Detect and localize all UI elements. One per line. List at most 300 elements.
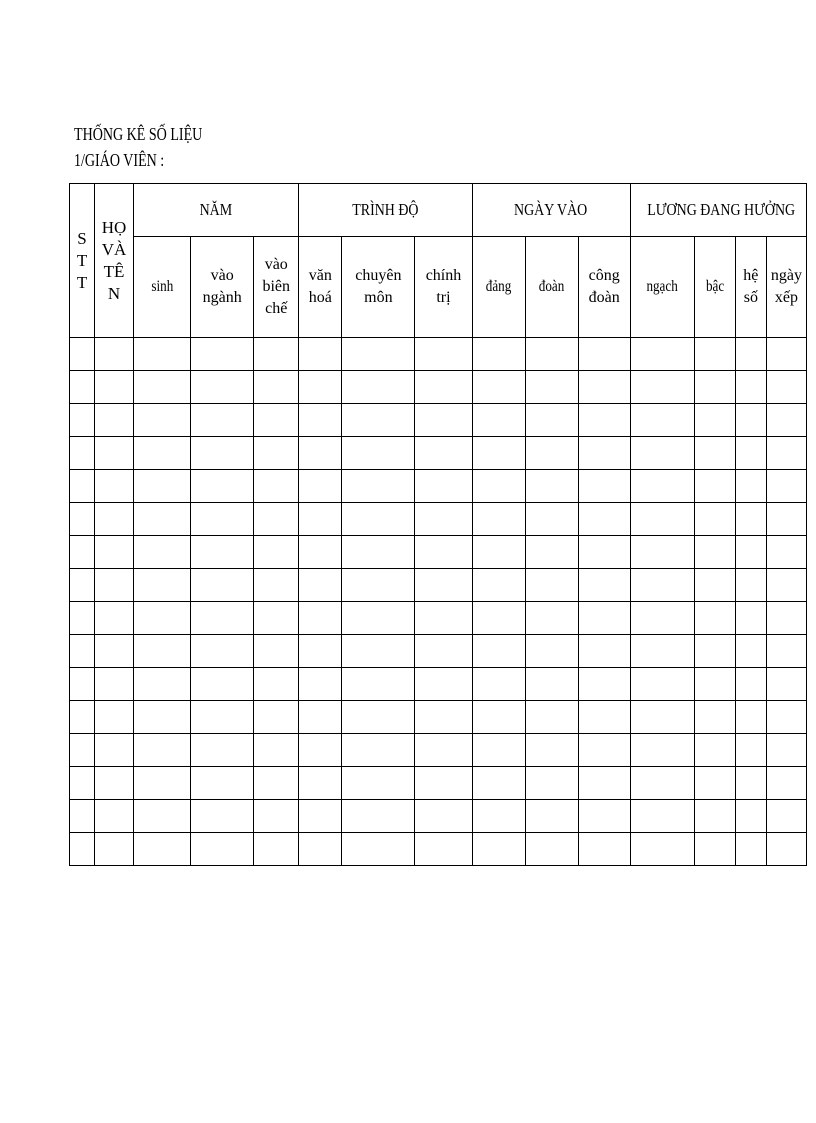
table-cell[interactable] <box>415 635 472 668</box>
table-cell[interactable] <box>766 404 806 437</box>
header-dang-label: đảng <box>485 278 512 295</box>
table-cell[interactable] <box>254 371 299 404</box>
table-cell[interactable] <box>694 701 735 734</box>
header-van-hoa-line: văn <box>308 267 332 284</box>
table-cell[interactable] <box>415 536 472 569</box>
table-cell[interactable] <box>191 602 254 635</box>
table-cell[interactable] <box>95 569 134 602</box>
table-cell[interactable] <box>766 701 806 734</box>
table-cell[interactable] <box>766 470 806 503</box>
table-cell[interactable] <box>472 470 525 503</box>
header-chuyen-mon-line: môn <box>364 289 393 306</box>
table-cell[interactable] <box>70 338 95 371</box>
header-group-trinh-do-label: TRÌNH ĐỘ <box>352 200 419 219</box>
header-van-hoa <box>299 237 342 338</box>
table-cell[interactable] <box>70 470 95 503</box>
header-chuyen-mon-line: chuyên <box>355 267 402 284</box>
table-cell[interactable] <box>472 503 525 536</box>
table-row <box>70 833 807 866</box>
table-cell[interactable] <box>472 833 525 866</box>
statistics-table <box>69 183 807 866</box>
table-cell[interactable] <box>735 371 766 404</box>
table-cell[interactable] <box>299 734 342 767</box>
table-cell[interactable] <box>630 470 694 503</box>
header-stt-line: T <box>76 250 88 270</box>
table-row <box>70 503 807 536</box>
table-cell[interactable] <box>254 734 299 767</box>
table-cell[interactable] <box>415 734 472 767</box>
table-cell[interactable] <box>254 503 299 536</box>
table-cell[interactable] <box>694 635 735 668</box>
table-row <box>70 767 807 800</box>
table-cell[interactable] <box>342 833 415 866</box>
table-cell[interactable] <box>254 668 299 701</box>
table-cell[interactable] <box>415 701 472 734</box>
table-cell[interactable] <box>134 800 191 833</box>
table-cell[interactable] <box>525 701 578 734</box>
table-cell[interactable] <box>415 470 472 503</box>
table-cell[interactable] <box>630 503 694 536</box>
table-row <box>70 701 807 734</box>
header-name-line: HỌ <box>101 217 127 237</box>
table-cell[interactable] <box>472 701 525 734</box>
table-cell[interactable] <box>578 338 630 371</box>
table-cell[interactable] <box>525 503 578 536</box>
table-cell[interactable] <box>472 437 525 470</box>
table-cell[interactable] <box>766 371 806 404</box>
table-cell[interactable] <box>735 635 766 668</box>
table-cell[interactable] <box>578 635 630 668</box>
header-name-line: N <box>107 283 121 303</box>
header-name-line: TÊ <box>103 261 125 281</box>
header-bac <box>694 237 735 338</box>
table-cell[interactable] <box>694 734 735 767</box>
table-cell[interactable] <box>70 734 95 767</box>
header-group-nam-label: NĂM <box>199 200 233 219</box>
header-vao-bien-che-line: biên <box>262 278 291 295</box>
section-subtitle: 1/GIÁO VIÊN : <box>74 150 165 170</box>
table-cell[interactable] <box>578 800 630 833</box>
table-cell[interactable] <box>342 437 415 470</box>
header-vao-bien-che-line: chế <box>265 300 288 317</box>
table-cell[interactable] <box>191 536 254 569</box>
table-cell[interactable] <box>254 767 299 800</box>
table-cell[interactable] <box>134 602 191 635</box>
table-cell[interactable] <box>630 404 694 437</box>
table-cell[interactable] <box>342 404 415 437</box>
header-van-hoa-line: hoá <box>308 289 332 306</box>
table-cell[interactable] <box>70 536 95 569</box>
table-cell[interactable] <box>735 668 766 701</box>
header-he-so <box>735 237 766 338</box>
table-cell[interactable] <box>95 338 134 371</box>
table-cell[interactable] <box>735 833 766 866</box>
table-cell[interactable] <box>299 767 342 800</box>
table-cell[interactable] <box>578 668 630 701</box>
table-cell[interactable] <box>578 437 630 470</box>
table-row <box>70 404 807 437</box>
table-cell[interactable] <box>694 668 735 701</box>
table-cell[interactable] <box>95 404 134 437</box>
table-cell[interactable] <box>630 635 694 668</box>
table-row <box>70 437 807 470</box>
table-cell[interactable] <box>299 569 342 602</box>
table-cell[interactable] <box>472 404 525 437</box>
table-cell[interactable] <box>525 635 578 668</box>
header-chinh-tri-line: chính <box>425 267 462 284</box>
table-cell[interactable] <box>694 437 735 470</box>
table-cell[interactable] <box>578 569 630 602</box>
table-row <box>70 668 807 701</box>
table-cell[interactable] <box>472 602 525 635</box>
table-cell[interactable] <box>415 338 472 371</box>
table-cell[interactable] <box>578 767 630 800</box>
header-stt-line: T <box>76 272 88 292</box>
table-cell[interactable] <box>191 404 254 437</box>
table-cell[interactable] <box>472 536 525 569</box>
table-cell[interactable] <box>735 338 766 371</box>
header-ngach-label: ngạch <box>646 278 678 295</box>
table-cell[interactable] <box>472 635 525 668</box>
table-cell[interactable] <box>578 602 630 635</box>
table-cell[interactable] <box>191 767 254 800</box>
table-cell[interactable] <box>735 602 766 635</box>
table-cell[interactable] <box>630 701 694 734</box>
header-vao-bien-che <box>254 237 299 338</box>
table-cell[interactable] <box>70 503 95 536</box>
table-cell[interactable] <box>134 470 191 503</box>
table-cell[interactable] <box>415 668 472 701</box>
table-cell[interactable] <box>694 404 735 437</box>
table-cell[interactable] <box>415 371 472 404</box>
table-cell[interactable] <box>95 503 134 536</box>
table-cell[interactable] <box>342 734 415 767</box>
table-cell[interactable] <box>578 833 630 866</box>
header-ngay-xep-line: ngày <box>770 267 802 284</box>
header-group-nam <box>134 184 299 237</box>
table-cell[interactable] <box>299 635 342 668</box>
table-cell[interactable] <box>766 668 806 701</box>
table-cell[interactable] <box>95 437 134 470</box>
table-cell[interactable] <box>70 437 95 470</box>
table-cell[interactable] <box>525 734 578 767</box>
table-cell[interactable] <box>766 569 806 602</box>
table-cell[interactable] <box>578 503 630 536</box>
table-cell[interactable] <box>95 800 134 833</box>
table-cell[interactable] <box>472 800 525 833</box>
table-cell[interactable] <box>191 734 254 767</box>
header-group-ngay-vao-label: NGÀY VÀO <box>514 200 588 219</box>
table-cell[interactable] <box>70 569 95 602</box>
table-cell[interactable] <box>472 569 525 602</box>
table-cell[interactable] <box>415 503 472 536</box>
table-cell[interactable] <box>254 437 299 470</box>
table-cell[interactable] <box>342 767 415 800</box>
table-cell[interactable] <box>70 602 95 635</box>
table-cell[interactable] <box>472 371 525 404</box>
table-cell[interactable] <box>630 536 694 569</box>
table-cell[interactable] <box>299 437 342 470</box>
table-cell[interactable] <box>525 833 578 866</box>
table-cell[interactable] <box>254 602 299 635</box>
table-cell[interactable] <box>578 371 630 404</box>
table-cell[interactable] <box>766 338 806 371</box>
table-cell[interactable] <box>254 569 299 602</box>
table-cell[interactable] <box>735 734 766 767</box>
table-cell[interactable] <box>694 602 735 635</box>
table-cell[interactable] <box>134 767 191 800</box>
header-vao-nganh <box>191 237 254 338</box>
table-cell[interactable] <box>134 668 191 701</box>
table-cell[interactable] <box>472 338 525 371</box>
table-cell[interactable] <box>95 701 134 734</box>
header-group-luong <box>630 184 806 237</box>
table-cell[interactable] <box>134 734 191 767</box>
table-cell[interactable] <box>70 668 95 701</box>
header-full-name <box>95 184 134 338</box>
table-cell[interactable] <box>342 701 415 734</box>
table-cell[interactable] <box>95 635 134 668</box>
table-cell[interactable] <box>766 437 806 470</box>
table-cell[interactable] <box>630 734 694 767</box>
table-row <box>70 734 807 767</box>
header-sinh <box>134 237 191 338</box>
table-cell[interactable] <box>766 767 806 800</box>
table-cell[interactable] <box>254 536 299 569</box>
table-cell[interactable] <box>630 371 694 404</box>
table-cell[interactable] <box>766 833 806 866</box>
table-row <box>70 470 807 503</box>
table-cell[interactable] <box>694 470 735 503</box>
table-cell[interactable] <box>525 668 578 701</box>
table-cell[interactable] <box>299 602 342 635</box>
table-cell[interactable] <box>191 371 254 404</box>
table-cell[interactable] <box>299 470 342 503</box>
table-cell[interactable] <box>578 404 630 437</box>
table-cell[interactable] <box>525 404 578 437</box>
table-cell[interactable] <box>134 701 191 734</box>
header-ngach <box>630 237 694 338</box>
table-cell[interactable] <box>472 767 525 800</box>
table-cell[interactable] <box>95 470 134 503</box>
table-cell[interactable] <box>191 569 254 602</box>
table-cell[interactable] <box>525 536 578 569</box>
table-cell[interactable] <box>134 437 191 470</box>
table-cell[interactable] <box>694 338 735 371</box>
table-cell[interactable] <box>299 668 342 701</box>
table-cell[interactable] <box>694 569 735 602</box>
table-cell[interactable] <box>735 569 766 602</box>
table-cell[interactable] <box>134 536 191 569</box>
table-cell[interactable] <box>70 635 95 668</box>
table-cell[interactable] <box>342 800 415 833</box>
table-cell[interactable] <box>525 338 578 371</box>
header-vao-bien-che-line: vào <box>264 256 288 273</box>
table-cell[interactable] <box>191 503 254 536</box>
table-cell[interactable] <box>766 602 806 635</box>
table-cell[interactable] <box>134 404 191 437</box>
table-cell[interactable] <box>694 536 735 569</box>
table-cell[interactable] <box>70 800 95 833</box>
header-group-ngay-vao <box>472 184 630 237</box>
table-cell[interactable] <box>525 767 578 800</box>
table-cell[interactable] <box>630 602 694 635</box>
table-cell[interactable] <box>415 404 472 437</box>
table-cell[interactable] <box>415 437 472 470</box>
table-cell[interactable] <box>95 668 134 701</box>
table-cell[interactable] <box>342 668 415 701</box>
table-cell[interactable] <box>191 470 254 503</box>
table-cell[interactable] <box>766 635 806 668</box>
table-cell[interactable] <box>95 767 134 800</box>
table-cell[interactable] <box>70 371 95 404</box>
table-cell[interactable] <box>70 767 95 800</box>
table-cell[interactable] <box>578 701 630 734</box>
table-cell[interactable] <box>415 602 472 635</box>
table-cell[interactable] <box>299 371 342 404</box>
table-cell[interactable] <box>415 767 472 800</box>
header-doan-label: đoàn <box>538 278 565 295</box>
table-cell[interactable] <box>342 338 415 371</box>
table-cell[interactable] <box>525 602 578 635</box>
table-cell[interactable] <box>578 734 630 767</box>
table-cell[interactable] <box>342 371 415 404</box>
table-cell[interactable] <box>694 503 735 536</box>
table-row <box>70 602 807 635</box>
table-cell[interactable] <box>95 602 134 635</box>
table-cell[interactable] <box>95 371 134 404</box>
header-vao-nganh-line: vào <box>210 267 234 284</box>
table-cell[interactable] <box>191 635 254 668</box>
table-cell[interactable] <box>735 404 766 437</box>
table-cell[interactable] <box>134 569 191 602</box>
table-cell[interactable] <box>735 800 766 833</box>
table-cell[interactable] <box>415 833 472 866</box>
header-chinh-tri <box>415 237 472 338</box>
table-cell[interactable] <box>191 701 254 734</box>
table-cell[interactable] <box>134 338 191 371</box>
table-cell[interactable] <box>254 800 299 833</box>
table-cell[interactable] <box>342 503 415 536</box>
table-cell[interactable] <box>735 503 766 536</box>
table-cell[interactable] <box>694 767 735 800</box>
table-cell[interactable] <box>70 833 95 866</box>
table-cell[interactable] <box>735 470 766 503</box>
table-row <box>70 338 807 371</box>
table-cell[interactable] <box>95 536 134 569</box>
table-cell[interactable] <box>525 470 578 503</box>
table-cell[interactable] <box>735 536 766 569</box>
table-cell[interactable] <box>694 800 735 833</box>
table-cell[interactable] <box>735 437 766 470</box>
header-vao-nganh-line: ngành <box>202 289 242 306</box>
table-cell[interactable] <box>134 371 191 404</box>
header-bac-label: bậc <box>705 278 724 295</box>
table-cell[interactable] <box>342 470 415 503</box>
header-ngay-xep <box>766 237 806 338</box>
table-cell[interactable] <box>299 536 342 569</box>
header-he-so-line: số <box>743 289 758 306</box>
header-ngay-xep-line: xếp <box>774 289 798 306</box>
table-cell[interactable] <box>70 701 95 734</box>
header-he-so-line: hệ <box>743 267 759 284</box>
table-cell[interactable] <box>342 536 415 569</box>
header-stt-line: S <box>77 228 87 248</box>
table-cell[interactable] <box>191 833 254 866</box>
table-cell[interactable] <box>191 338 254 371</box>
table-cell[interactable] <box>766 536 806 569</box>
table-cell[interactable] <box>134 833 191 866</box>
table-cell[interactable] <box>299 701 342 734</box>
table-cell[interactable] <box>254 701 299 734</box>
table-cell[interactable] <box>630 668 694 701</box>
header-cong-doan-line: đoàn <box>588 289 620 306</box>
table-cell[interactable] <box>299 503 342 536</box>
table-cell[interactable] <box>299 800 342 833</box>
header-chinh-tri-line: trị <box>436 289 451 306</box>
table-cell[interactable] <box>95 734 134 767</box>
table-cell[interactable] <box>578 470 630 503</box>
table-cell[interactable] <box>630 437 694 470</box>
table-row <box>70 536 807 569</box>
header-group-trinh-do <box>299 184 472 237</box>
table-cell[interactable] <box>735 767 766 800</box>
table-cell[interactable] <box>415 569 472 602</box>
table-cell[interactable] <box>254 470 299 503</box>
table-cell[interactable] <box>578 536 630 569</box>
table-row <box>70 569 807 602</box>
header-doan <box>525 237 578 338</box>
table-cell[interactable] <box>766 503 806 536</box>
table-cell[interactable] <box>299 338 342 371</box>
table-cell[interactable] <box>342 635 415 668</box>
table-body <box>70 338 807 866</box>
table-cell[interactable] <box>342 602 415 635</box>
table-cell[interactable] <box>525 437 578 470</box>
table-cell[interactable] <box>415 800 472 833</box>
table-cell[interactable] <box>191 437 254 470</box>
table-cell[interactable] <box>254 404 299 437</box>
table-cell[interactable] <box>134 503 191 536</box>
table-cell[interactable] <box>735 701 766 734</box>
table-cell[interactable] <box>630 767 694 800</box>
table-cell[interactable] <box>342 569 415 602</box>
table-cell[interactable] <box>525 800 578 833</box>
table-cell[interactable] <box>630 569 694 602</box>
table-cell[interactable] <box>299 404 342 437</box>
table-cell[interactable] <box>630 800 694 833</box>
table-cell[interactable] <box>472 668 525 701</box>
table-cell[interactable] <box>472 734 525 767</box>
table-cell[interactable] <box>525 371 578 404</box>
table-cell[interactable] <box>694 833 735 866</box>
table-cell[interactable] <box>254 833 299 866</box>
table-cell[interactable] <box>254 338 299 371</box>
table-cell[interactable] <box>191 800 254 833</box>
table-cell[interactable] <box>254 635 299 668</box>
table-cell[interactable] <box>766 734 806 767</box>
table-cell[interactable] <box>134 635 191 668</box>
table-cell[interactable] <box>70 404 95 437</box>
table-cell[interactable] <box>630 833 694 866</box>
table-cell[interactable] <box>95 833 134 866</box>
table-cell[interactable] <box>299 833 342 866</box>
table-cell[interactable] <box>694 371 735 404</box>
table-cell[interactable] <box>766 800 806 833</box>
table-cell[interactable] <box>630 338 694 371</box>
table-cell[interactable] <box>191 668 254 701</box>
table-cell[interactable] <box>525 569 578 602</box>
